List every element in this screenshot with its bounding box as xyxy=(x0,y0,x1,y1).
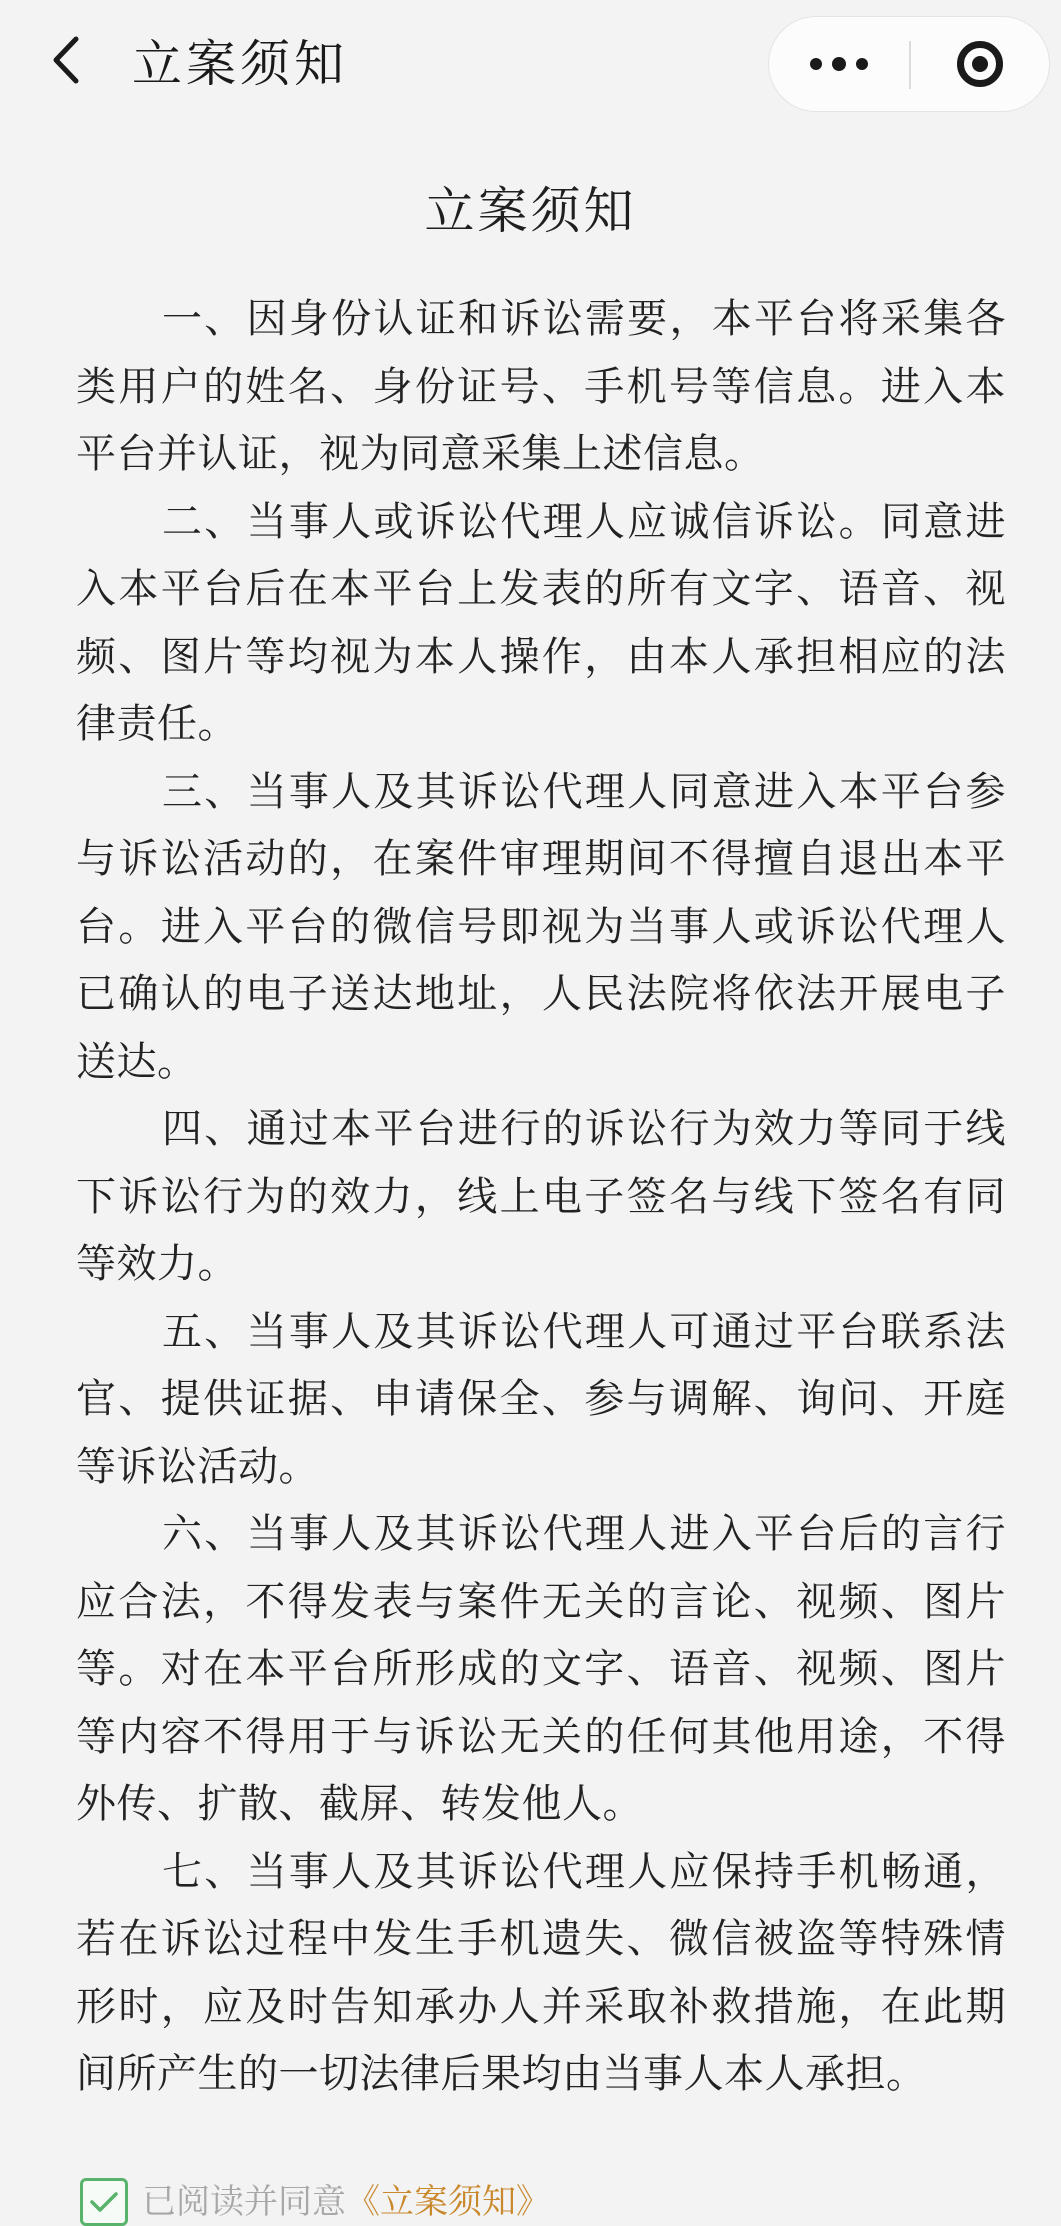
notice-paragraph: 二、当事人或诉讼代理人应诚信诉讼。同意进入本平台后在本平台上发表的所有文字、语音、视频、图片等均视为本人操作，由本人承担相应的法律责任。 xyxy=(76,498,1006,747)
notice-link[interactable]: 《立案须知》 xyxy=(346,2182,550,2222)
navigation-bar xyxy=(0,0,1061,130)
close-miniprogram-button[interactable] xyxy=(911,17,1049,111)
target-circle-icon xyxy=(957,41,1003,87)
back-button[interactable] xyxy=(40,30,90,90)
document-title: 立案须知 xyxy=(424,182,637,240)
notice-paragraph: 七、当事人及其诉讼代理人应保持手机畅通，若在诉讼过程中发生手机遗失、微信被盗等特殊情形时，应及时告知承办人并采取补救措施，在此期间所产生的一切法律后果均由当事人本人承担。 xyxy=(76,1848,1006,2097)
notice-paragraph: 五、当事人及其诉讼代理人可通过平台联系法官、提供证据、申请保全、参与调解、询问、开庭等诉讼活动。 xyxy=(76,1308,1006,1490)
agree-checkbox[interactable] xyxy=(80,2178,128,2226)
more-button[interactable] xyxy=(769,17,909,111)
agreement-label: 已阅读并同意 xyxy=(142,2182,346,2222)
notice-paragraph: 六、当事人及其诉讼代理人进入平台后的言行应合法，不得发表与案件无关的言论、视频、图片等。对在本平台所形成的文字、语音、视频、图片等内容不得用于与诉讼无关的任何其他用途，不得外传、扩散、截屏、转发他人。 xyxy=(76,1511,1006,1827)
notice-paragraph: 三、当事人及其诉讼代理人同意进入本平台参与诉讼活动的，在案件审理期间不得擅自退出本平台。进入平台的微信号即视为当事人或诉讼代理人已确认的电子送达地址，人民法院将依法开展电子送达。 xyxy=(76,768,1006,1085)
notice-paragraph: 四、通过本平台进行的诉讼行为效力等同于线下诉讼行为的效力，线上电子签名与线下签名有同等效力。 xyxy=(76,1106,1006,1287)
more-dots-icon xyxy=(810,57,868,71)
notice-content xyxy=(76,286,1006,2109)
agreement-row xyxy=(80,2178,550,2226)
checkmark-icon xyxy=(89,2190,119,2214)
chevron-left-icon xyxy=(50,35,80,85)
miniprogram-capsule xyxy=(768,16,1050,112)
notice-paragraph: 一、因身份认证和诉讼需要，本平台将采集各类用户的姓名、身份证号、手机号等信息。进入本平台并认证，视为同意采集上述信息。 xyxy=(76,296,1006,477)
nav-title: 立案须知 xyxy=(132,35,348,93)
